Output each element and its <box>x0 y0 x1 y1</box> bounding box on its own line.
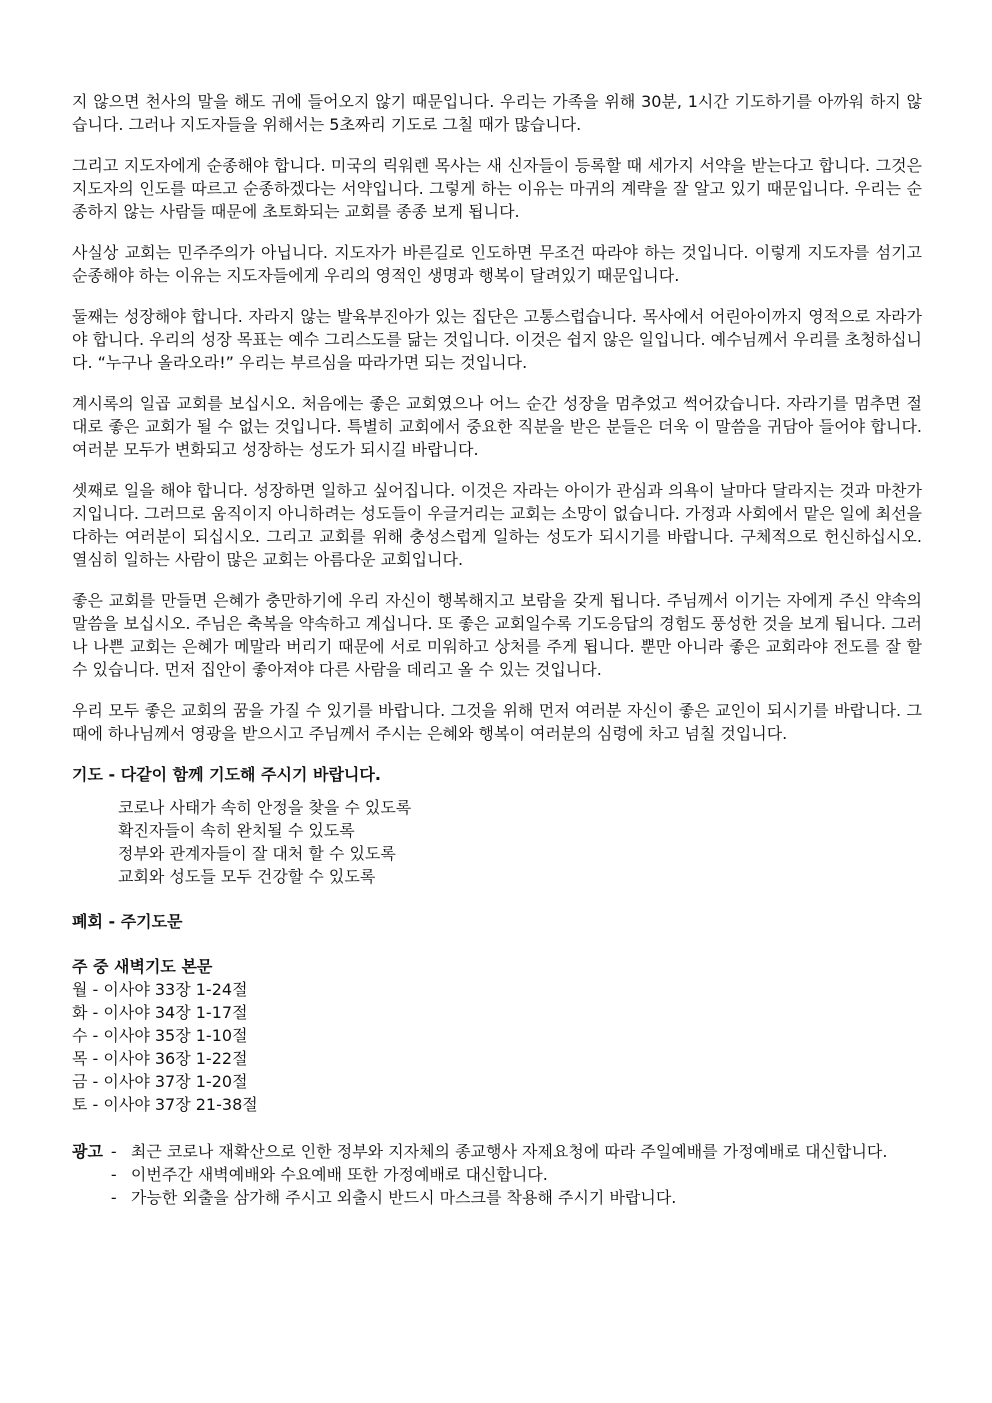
dawn-prayer-item: 월 - 이사야 33장 1-24절 <box>72 980 248 999</box>
notice-item <box>111 1186 888 1209</box>
notice-text: 최근 코로나 재확산으로 인한 정부와 지자체의 종교행사 자제요청에 따라 주일예배를 가정예배로 대신합니다. <box>130 1142 888 1161</box>
prayer-heading: 기도 - 다같이 함께 기도해 주시기 바랍니다. <box>72 765 381 784</box>
notice-section <box>72 1140 922 1209</box>
closing-heading: 폐회 - 주기도문 <box>72 912 183 931</box>
notice-item <box>111 1140 888 1163</box>
prayer-item: 교회와 성도들 모두 건강할 수 있도록 <box>118 867 376 886</box>
body-paragraph: 둘째는 성장해야 합니다. 자라지 않는 발육부진아가 있는 집단은 고통스럽습니다. 목사에서 어린아이까지 영적으로 자라가야 합니다. 우리의 성장 목표는 예수 그리스도를 닮는 것입니다. 이것은 쉽지 않은 일입니다. 예수님께서 우리를 초청하십니다. “누구나 올라오라!” 우리는 부르심을 따라가면 되는 것입니다. <box>72 307 922 372</box>
prayer-item: 코로나 사태가 속히 안정을 찾을 수 있도록 <box>118 798 412 817</box>
notice-label: 광고 <box>72 1142 103 1161</box>
body-paragraph: 우리 모두 좋은 교회의 꿈을 가질 수 있기를 바랍니다. 그것을 위해 먼저 여러분 자신이 좋은 교인이 되시기를 바랍니다. 그때에 하나님께서 영광을 받으시고 주님께서 주시는 은혜와 행복이 여러분의 심령에 차고 넘칠 것입니다. <box>72 701 922 743</box>
dawn-prayer-item: 금 - 이사야 37장 1-20절 <box>72 1072 248 1091</box>
notice-list <box>111 1140 888 1209</box>
prayer-item: 확진자들이 속히 완치될 수 있도록 <box>118 821 355 840</box>
dawn-prayer-section <box>72 955 922 1116</box>
dawn-prayer-item: 수 - 이사야 35장 1-10절 <box>72 1026 248 1045</box>
body-paragraph: 좋은 교회를 만들면 은혜가 충만하기에 우리 자신이 행복해지고 보람을 갖게 됩니다. 주님께서 이기는 자에게 주신 약속의 말씀을 보십시오. 주님은 축복을 약속하고 계십니다. 또 좋은 교회일수록 기도응답의 경험도 풍성한 것을 보게 됩니다. 그러나 나쁜 교회는 은혜가 메말라 버리기 때문에 서로 미워하고 상처를 주게 됩니다. 뿐만 아니라 좋은 교회라야 전도를 잘 할 수 있습니다. 먼저 집안이 좋아져야 다른 사람을 데리고 올 수 있는 것입니다. <box>72 591 922 679</box>
body-paragraph: 그리고 지도자에게 순종해야 합니다. 미국의 릭워렌 목사는 새 신자들이 등록할 때 세가지 서약을 받는다고 합니다. 그것은 지도자의 인도를 따르고 순종하겠다는 서약입니다. 그렇게 하는 이유는 마귀의 계략을 잘 알고 있기 때문입니다. 우리는 순종하지 않는 사람들 때문에 초토화되는 교회를 종종 보게 됩니다. <box>72 156 922 221</box>
dawn-prayer-item: 목 - 이사야 36장 1-22절 <box>72 1049 248 1068</box>
notice-dash: - <box>110 1188 117 1207</box>
notice-item <box>111 1163 888 1186</box>
dawn-prayer-item: 토 - 이사야 37장 21-38절 <box>72 1095 258 1114</box>
notice-text: 이번주간 새벽예배와 수요예배 또한 가정예배로 대신합니다. <box>130 1165 548 1184</box>
prayer-list <box>118 796 922 888</box>
notice-text: 가능한 외출을 삼가해 주시고 외출시 반드시 마스크를 착용해 주시기 바랍니다. <box>130 1188 677 1207</box>
body-paragraph: 사실상 교회는 민주주의가 아닙니다. 지도자가 바른길로 인도하면 무조건 따라야 하는 것입니다. 이렇게 지도자를 섬기고 순종해야 하는 이유는 지도자들에게 우리의 영적인 생명과 행복이 달려있기 때문입니다. <box>72 243 922 285</box>
notice-dash: - <box>110 1165 117 1184</box>
dawn-prayer-list <box>72 978 922 1116</box>
document-page <box>72 90 922 1209</box>
dawn-prayer-heading: 주 중 새벽기도 본문 <box>72 957 213 976</box>
body-paragraph: 셋째로 일을 해야 합니다. 성장하면 일하고 싶어집니다. 이것은 자라는 아이가 관심과 의욕이 날마다 달라지는 것과 마찬가지입니다. 그러므로 움직이지 아니하려는 성도들이 우글거리는 교회는 소망이 없습니다. 가정과 사회에서 맡은 일에 최선을 다하는 여러분이 되십시오. 그리고 교회를 위해 충성스럽게 일하는 성도가 되시기를 바랍니다. 구체적으로 헌신하십시오. 열심히 일하는 사람이 많은 교회는 아름다운 교회입니다. <box>72 481 922 569</box>
prayer-section <box>72 763 922 888</box>
body-paragraph: 계시록의 일곱 교회를 보십시오. 처음에는 좋은 교회였으나 어느 순간 성장을 멈추었고 썩어갔습니다. 자라기를 멈추면 절대로 좋은 교회가 될 수 없는 것입니다. 특별히 교회에서 중요한 직분을 받은 분들은 더욱 이 말씀을 귀담아 들어야 합니다. 여러분 모두가 변화되고 성장하는 성도가 되시길 바랍니다. <box>72 394 922 459</box>
notice-dash: - <box>110 1142 117 1161</box>
prayer-item: 정부와 관계자들이 잘 대처 할 수 있도록 <box>118 844 396 863</box>
dawn-prayer-item: 화 - 이사야 34장 1-17절 <box>72 1003 248 1022</box>
body-paragraph: 지 않으면 천사의 말을 해도 귀에 들어오지 않기 때문입니다. 우리는 가족을 위해 30분, 1시간 기도하기를 아까워 하지 않습니다. 그러나 지도자들을 위해서는 5초짜리 기도로 그칠 때가 많습니다. <box>72 92 922 134</box>
